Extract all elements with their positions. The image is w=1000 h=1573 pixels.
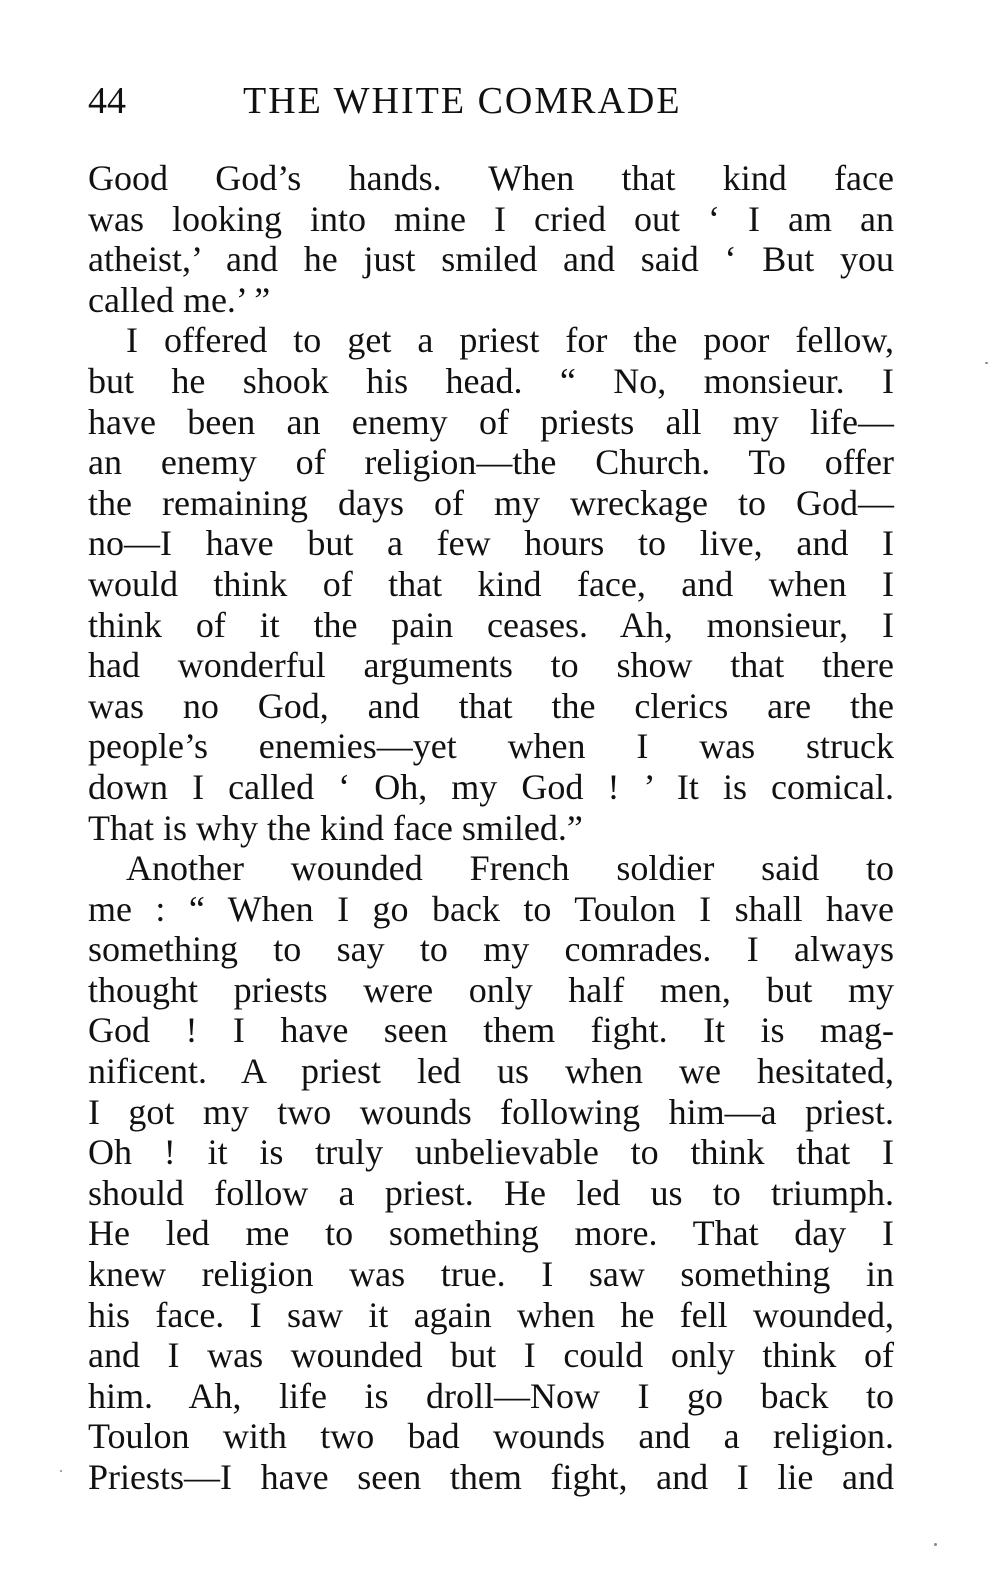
text-line: atheist,’ and he just smiled and said ‘ But you <box>88 239 894 280</box>
text-line: I got my two wounds following him—a priest. <box>88 1091 894 1132</box>
text-line: think of it the pain ceases. Ah, monsieur, I <box>88 604 894 645</box>
text-line: I offered to get a priest for the poor fellow, <box>126 320 894 361</box>
scan-speck <box>60 1470 62 1472</box>
text-line: knew religion was true. I saw something in <box>88 1254 894 1295</box>
text-line: and I was wounded but I could only think of <box>88 1335 894 1376</box>
text-line: have been an enemy of priests all my life— <box>88 401 894 442</box>
text-line: He led me to something more. That day I <box>88 1213 894 1254</box>
text-line: an enemy of religion—the Church. To offer <box>88 442 894 483</box>
text-line: Good God’s hands. When that kind face <box>88 158 894 198</box>
text-line: him. Ah, life is droll—Now I go back to <box>88 1375 894 1416</box>
text-line: should follow a priest. He led us to triumph. <box>88 1172 894 1213</box>
text-line: Priests—I have seen them fight, and I lie and <box>88 1457 894 1497</box>
text-line: down I called ‘ Oh, my God ! ’ It is comical. <box>88 766 894 807</box>
text-line: his face. I saw it again when he fell wounded, <box>88 1294 894 1335</box>
scan-speck <box>934 1543 937 1546</box>
text-line: was no God, and that the clerics are the <box>88 685 894 726</box>
text-line: God ! I have seen them fight. It is mag- <box>88 1010 894 1051</box>
text-line: was looking into mine I cried out ‘ I am an <box>88 198 894 239</box>
text-line: Oh ! it is truly unbelievable to think that I <box>88 1132 894 1173</box>
text-line: nificent. A priest led us when we hesitated, <box>88 1051 894 1092</box>
text-line: but he shook his head. “ No, monsieur. I <box>88 360 894 401</box>
text-line: That is why the kind face smiled.” <box>88 807 583 848</box>
scan-speck <box>985 362 988 364</box>
text-line: people’s enemies—yet when I was struck <box>88 726 894 767</box>
body-text <box>88 158 894 1498</box>
running-title: THE WHITE COMRADE <box>243 80 682 122</box>
text-line: Another wounded French soldier said to <box>126 848 894 889</box>
page-header <box>88 76 900 126</box>
text-line: called me.’ ” <box>88 279 271 320</box>
text-line: no—I have but a few hours to live, and I <box>88 523 894 564</box>
text-line: would think of that kind face, and when I <box>88 563 894 604</box>
text-line: had wonderful arguments to show that there <box>88 645 894 686</box>
page-number: 44 <box>88 80 126 122</box>
text-line: the remaining days of my wreckage to God— <box>88 482 894 523</box>
text-line: me : “ When I go back to Toulon I shall have <box>88 888 894 929</box>
text-line: something to say to my comrades. I always <box>88 929 894 970</box>
text-line: Toulon with two bad wounds and a religion. <box>88 1416 894 1457</box>
text-line: thought priests were only half men, but my <box>88 969 894 1010</box>
